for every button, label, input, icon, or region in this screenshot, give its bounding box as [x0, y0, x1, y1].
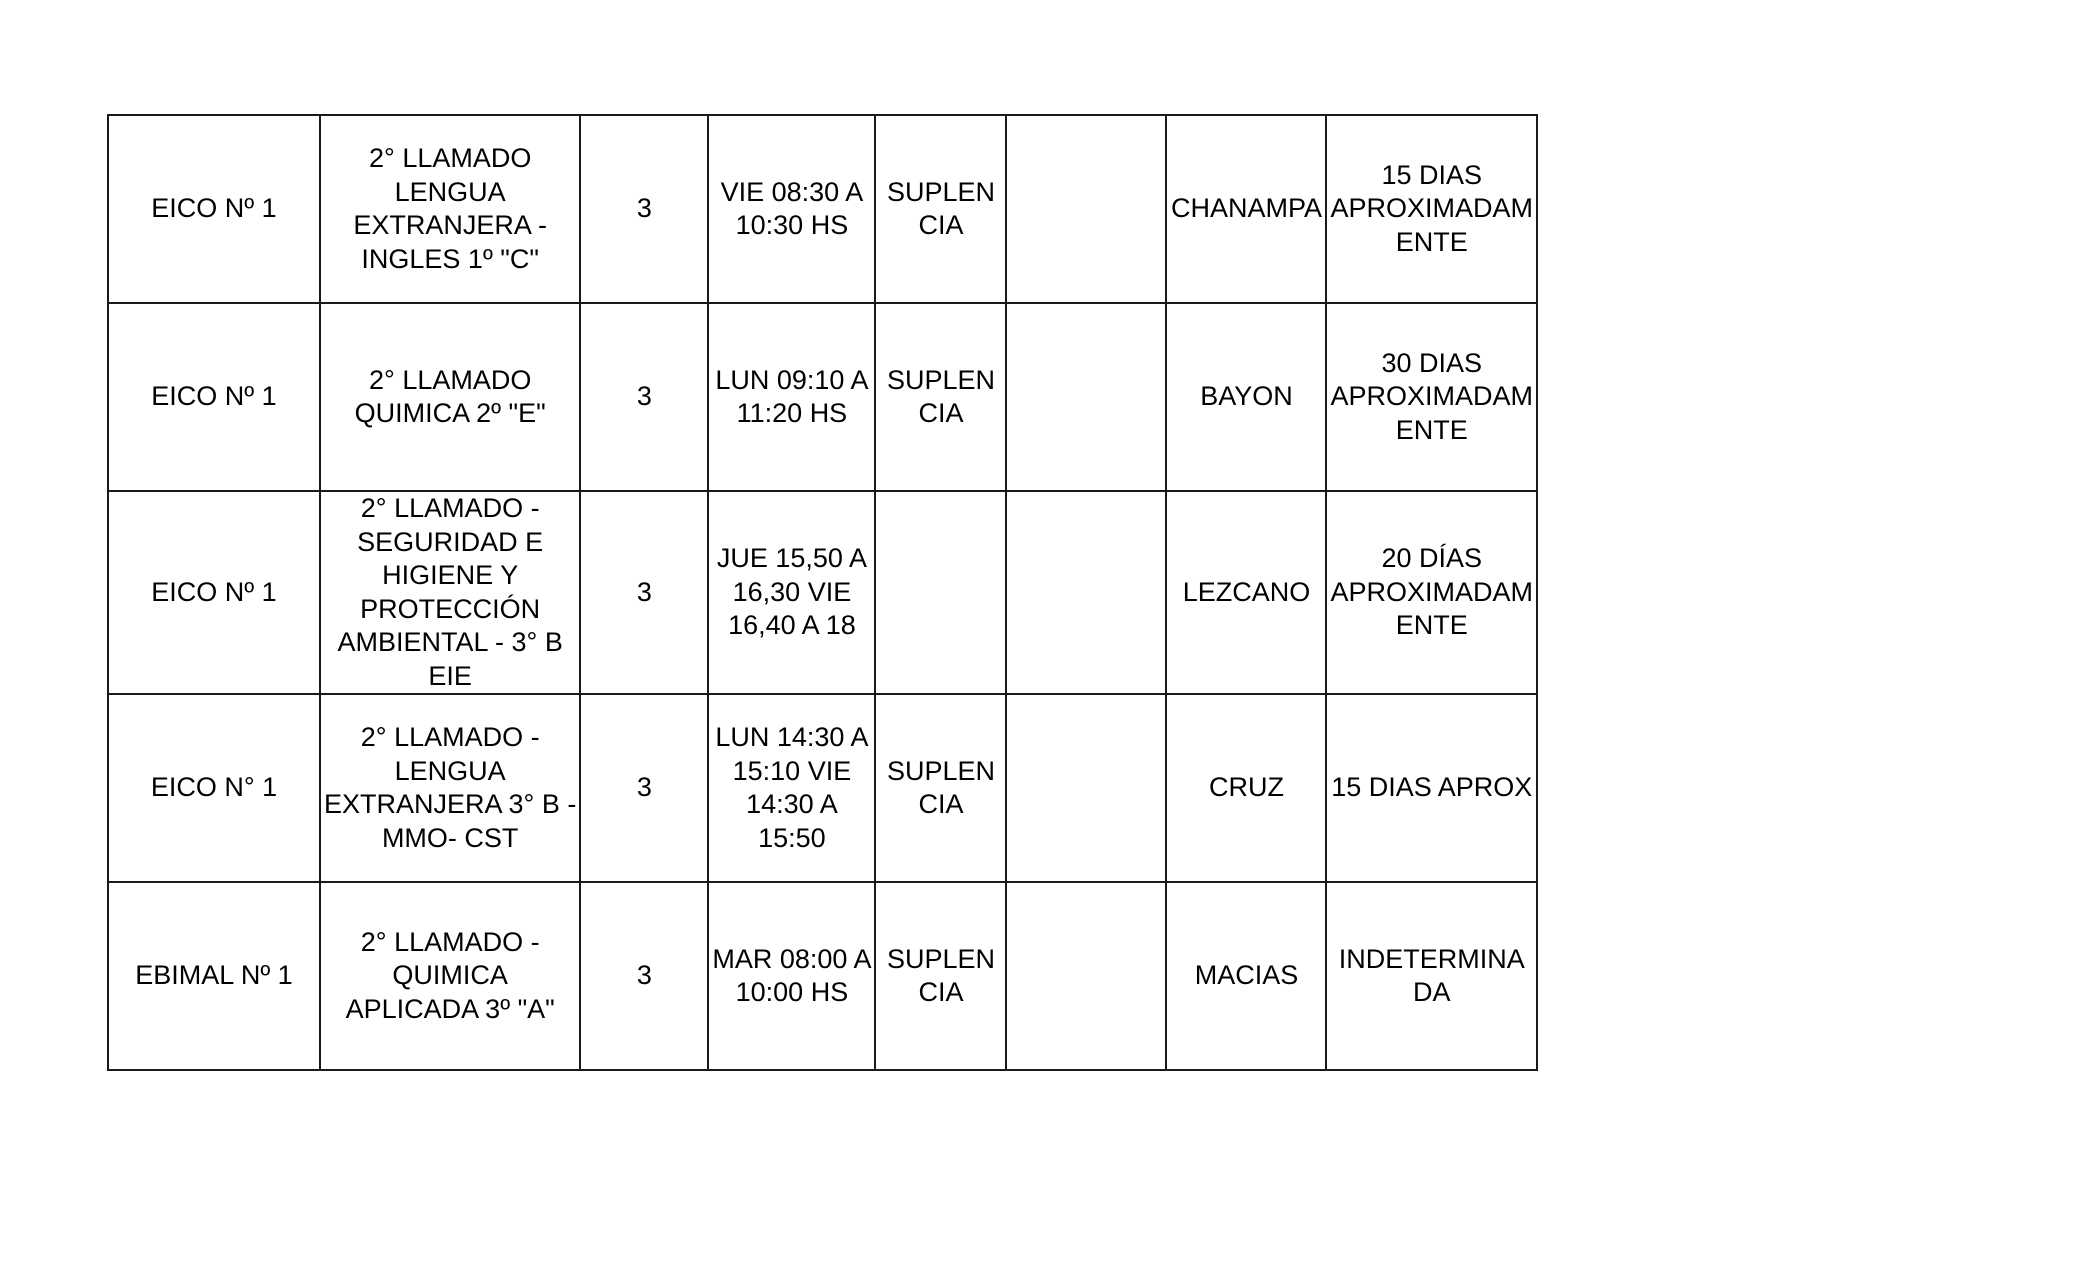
- table-row: [108, 115, 1537, 303]
- schedule-line: 14:30 A: [746, 789, 838, 819]
- subject-cell: [320, 491, 580, 694]
- hours-cell: 3: [580, 882, 708, 1070]
- school-cell: EICO N° 1: [108, 694, 320, 882]
- school-cell: EBIMAL Nº 1: [108, 882, 320, 1070]
- schedule-cell: [708, 882, 875, 1070]
- subject-line: APLICADA 3º "A": [345, 993, 555, 1024]
- subject-line: EIE: [428, 660, 472, 691]
- schedule-line: VIE 08:30 A: [720, 176, 864, 207]
- schedule-line: 15:10 VIE: [732, 755, 852, 786]
- subject-line: SEGURIDAD E: [357, 526, 544, 557]
- schedule-line: 11:20 HS: [736, 398, 848, 428]
- teacher-cell: LEZCANO: [1166, 491, 1326, 694]
- subject-line: AMBIENTAL - 3° B: [337, 627, 563, 657]
- subject-line: 2° LLAMADO -: [360, 926, 540, 957]
- duration-cell: [1326, 882, 1537, 1070]
- subject-line: 2° LLAMADO: [369, 364, 532, 395]
- empty-cell: [1006, 694, 1166, 882]
- vacancy-table: [107, 114, 1538, 1071]
- duration-line: ENTE: [1395, 610, 1468, 641]
- hours-cell: 3: [580, 491, 708, 694]
- type-line: CIA: [918, 210, 964, 240]
- subject-line: EXTRANJERA 3° B -: [324, 789, 577, 819]
- subject-line: LENGUA: [394, 176, 506, 207]
- subject-cell: [320, 694, 580, 882]
- table-row: [108, 694, 1537, 882]
- duration-cell: [1326, 115, 1537, 303]
- subject-cell: [320, 115, 580, 303]
- subject-line: 2° LLAMADO -: [360, 493, 540, 523]
- schedule-cell: [708, 303, 875, 491]
- type-line: CIA: [918, 398, 964, 428]
- empty-cell: [1006, 303, 1166, 491]
- type-line: CIA: [918, 789, 964, 819]
- school-cell: EICO Nº 1: [108, 303, 320, 491]
- empty-cell: [1006, 882, 1166, 1070]
- subject-cell: [320, 303, 580, 491]
- hours-cell: 3: [580, 115, 708, 303]
- subject-line: QUIMICA: [392, 960, 508, 991]
- type-cell: [875, 694, 1006, 882]
- duration-line: 30 DIAS: [1381, 347, 1483, 378]
- subject-line: INGLES 1º "C": [361, 243, 539, 274]
- duration-line: 15 DIAS APROX: [1331, 772, 1533, 803]
- table-row: [108, 491, 1537, 694]
- type-line: SUPLEN: [886, 364, 995, 395]
- teacher-cell: CHANAMPA: [1166, 115, 1326, 303]
- school-cell: EICO Nº 1: [108, 115, 320, 303]
- schedule-line: 10:30 HS: [735, 210, 849, 240]
- duration-cell: [1326, 303, 1537, 491]
- duration-line: APROXIMADAM: [1330, 381, 1533, 412]
- teacher-cell: CRUZ: [1166, 694, 1326, 882]
- subject-line: EXTRANJERA -: [353, 210, 547, 240]
- schedule-line: JUE 15,50 A: [716, 543, 867, 574]
- type-line: SUPLEN: [886, 755, 995, 786]
- subject-line: 2° LLAMADO -: [360, 722, 540, 752]
- subject-line: QUIMICA 2º "E": [354, 398, 546, 428]
- duration-cell: [1326, 694, 1537, 882]
- schedule-line: 10:00 HS: [735, 977, 849, 1007]
- subject-line: MMO- CST: [381, 822, 519, 853]
- schedule-line: 16,40 A 18: [728, 610, 856, 641]
- type-line: SUPLEN: [886, 176, 995, 207]
- duration-line: 15 DIAS: [1381, 159, 1483, 190]
- subject-line: HIGIENE Y: [382, 560, 519, 590]
- duration-cell: [1326, 491, 1537, 694]
- duration-line: 20 DÍAS: [1381, 543, 1483, 574]
- teacher-cell: BAYON: [1166, 303, 1326, 491]
- table-row: [108, 303, 1537, 491]
- schedule-line: LUN 09:10 A: [715, 364, 869, 395]
- subject-line: LENGUA: [394, 755, 506, 786]
- duration-line: INDETERMINA: [1338, 943, 1525, 974]
- schedule-line: MAR 08:00 A: [712, 943, 872, 974]
- table-row: [108, 882, 1537, 1070]
- type-cell: [875, 303, 1006, 491]
- hours-cell: 3: [580, 694, 708, 882]
- duration-line: APROXIMADAM: [1330, 193, 1533, 224]
- hours-cell: 3: [580, 303, 708, 491]
- school-cell: EICO Nº 1: [108, 491, 320, 694]
- duration-line: ENTE: [1395, 414, 1468, 445]
- schedule-line: 16,30 VIE: [732, 576, 852, 607]
- schedule-line: LUN 14:30 A: [715, 722, 869, 752]
- type-cell: [875, 491, 1006, 694]
- subject-line: 2° LLAMADO: [369, 143, 532, 173]
- type-line: SUPLEN: [886, 943, 995, 974]
- teacher-cell: MACIAS: [1166, 882, 1326, 1070]
- schedule-cell: [708, 694, 875, 882]
- type-cell: [875, 115, 1006, 303]
- empty-cell: [1006, 491, 1166, 694]
- empty-cell: [1006, 115, 1166, 303]
- schedule-cell: [708, 115, 875, 303]
- table-body: [108, 115, 1537, 1070]
- duration-line: ENTE: [1395, 226, 1468, 257]
- subject-line: PROTECCIÓN: [360, 593, 541, 624]
- schedule-line: 15:50: [758, 822, 826, 853]
- type-line: CIA: [918, 977, 964, 1007]
- duration-line: APROXIMADAM: [1330, 576, 1533, 607]
- duration-line: DA: [1412, 977, 1451, 1007]
- schedule-cell: [708, 491, 875, 694]
- subject-cell: [320, 882, 580, 1070]
- type-cell: [875, 882, 1006, 1070]
